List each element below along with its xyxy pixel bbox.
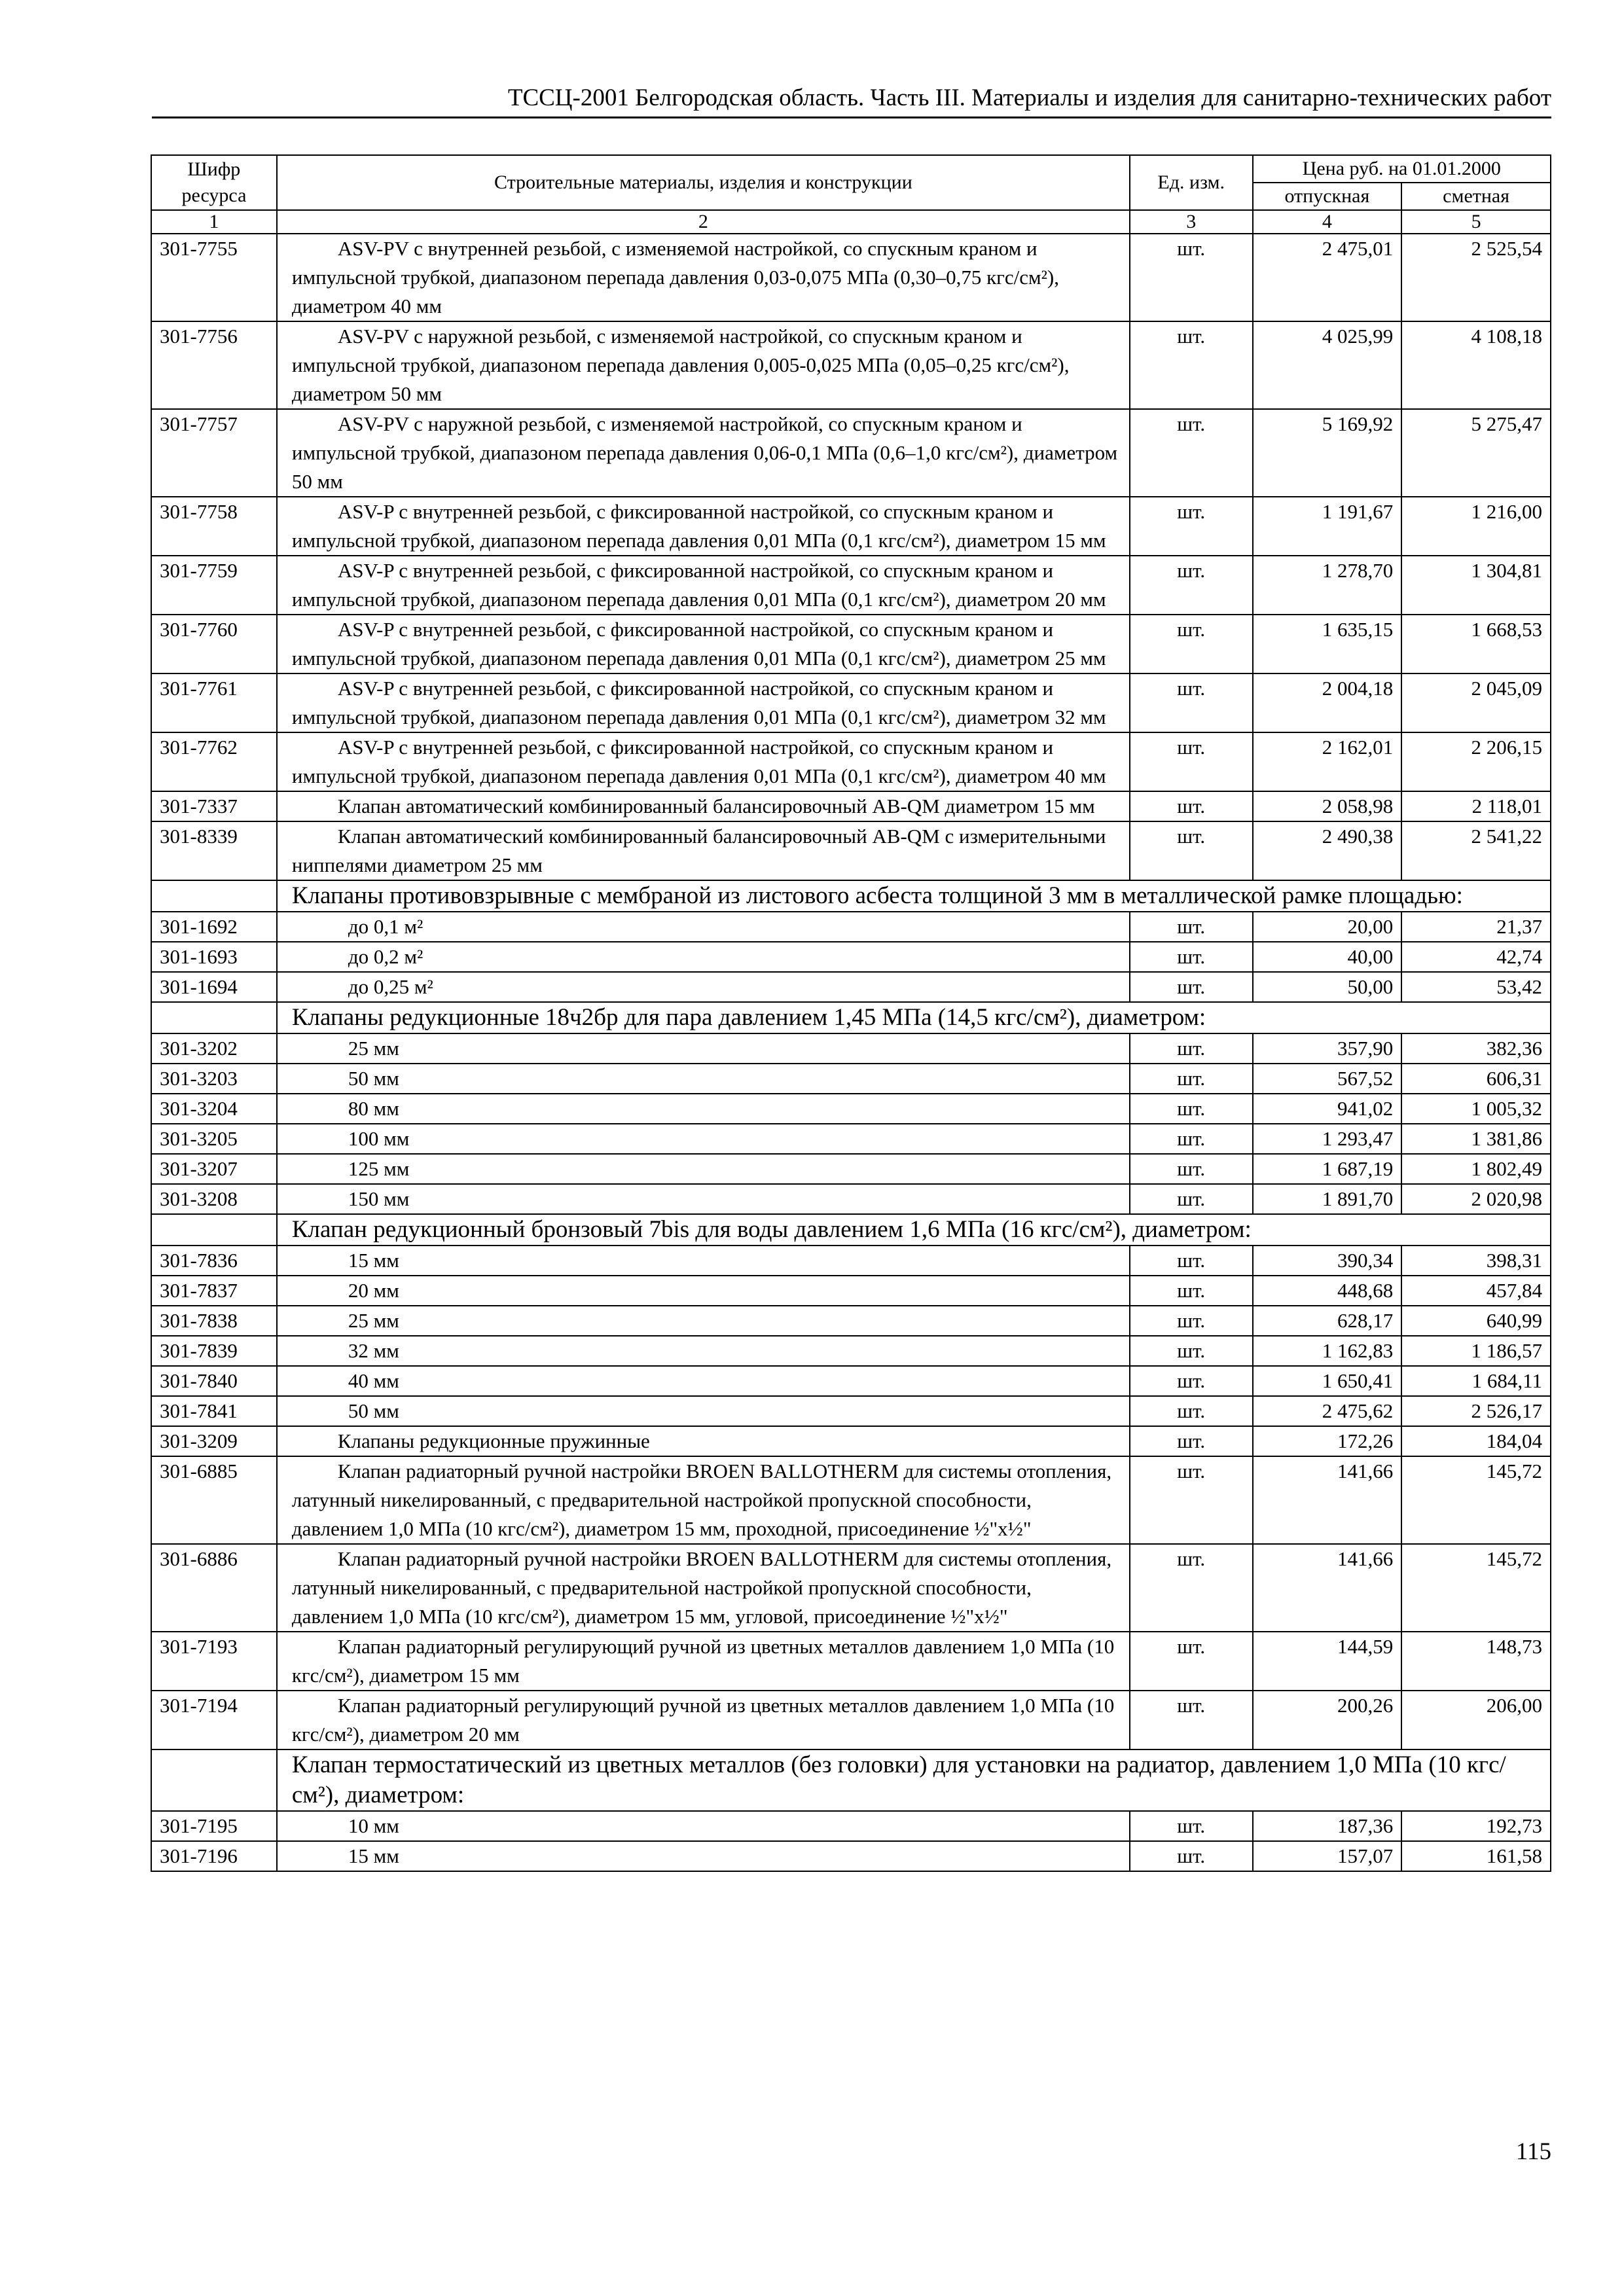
item-description-text: ASV-P с внутренней резьбой, с фиксированной настройкой, со спускным краном и импульсной трубкой, диапазоном перепада давления 0,01 МПа (0,1 кгс/см²), диаметром 15 мм [291, 500, 1106, 552]
unit: шт. [1130, 321, 1253, 409]
unit: шт. [1130, 1064, 1253, 1094]
unit: шт. [1130, 234, 1253, 321]
price-estimate: 640,99 [1401, 1306, 1551, 1336]
price-estimate: 145,72 [1401, 1456, 1551, 1544]
price-release: 4 025,99 [1253, 321, 1402, 409]
price-release: 567,52 [1253, 1064, 1402, 1094]
item-size: 10 мм [277, 1811, 1130, 1841]
price-estimate: 1 186,57 [1401, 1336, 1551, 1366]
resource-code: 301-7196 [151, 1841, 277, 1871]
item-size: 40 мм [277, 1366, 1130, 1396]
item-description-text: ASV-PV с наружной резьбой, с изменяемой настройкой, со спускным краном и импульсной трубкой, диапазоном перепада давления 0,005-0,025 МПа (0,05–0,25 кгс/см²), диаметром 50 мм [291, 325, 1070, 405]
price-release: 1 650,41 [1253, 1366, 1402, 1396]
price-release: 628,17 [1253, 1306, 1402, 1336]
resource-code: 301-3209 [151, 1426, 277, 1456]
item-description [277, 732, 1130, 791]
header-price-estimate: сметная [1401, 183, 1551, 210]
price-release: 2 162,01 [1253, 732, 1402, 791]
item-description [277, 497, 1130, 556]
price-release: 941,02 [1253, 1094, 1402, 1124]
resource-code: 301-7757 [151, 409, 277, 497]
table-row [151, 791, 1551, 821]
item-description-text: Клапан радиаторный регулирующий ручной из цветных металлов давлением 1,0 МПа (10 кгс/см²), диаметром 20 мм [291, 1694, 1115, 1746]
item-description [277, 673, 1130, 732]
table-row [151, 1306, 1551, 1336]
item-description [277, 791, 1130, 821]
price-release: 40,00 [1253, 942, 1402, 972]
resource-code: 301-7193 [151, 1632, 277, 1691]
table-row [151, 1336, 1551, 1366]
price-estimate: 382,36 [1401, 1033, 1551, 1064]
header-price-release: отпускная [1253, 183, 1402, 210]
item-size: до 0,25 м² [277, 972, 1130, 1002]
resource-code: 301-3208 [151, 1184, 277, 1214]
price-estimate: 1 684,11 [1401, 1366, 1551, 1396]
column-number: 5 [1401, 210, 1551, 234]
unit: шт. [1130, 1544, 1253, 1632]
item-description-text: Клапаны редукционные пружинные [337, 1429, 650, 1452]
table-row [151, 321, 1551, 409]
unit: шт. [1130, 1124, 1253, 1154]
price-release: 390,34 [1253, 1246, 1402, 1276]
price-release: 141,66 [1253, 1456, 1402, 1544]
unit: шт. [1130, 791, 1253, 821]
group-heading: Клапан редукционный бронзовый 7bis для воды давлением 1,6 МПа (16 кгс/см²), диаметром: [277, 1214, 1551, 1246]
table-row [151, 409, 1551, 497]
column-number: 4 [1253, 210, 1402, 234]
table-row [151, 497, 1551, 556]
table-row [151, 1154, 1551, 1184]
group-heading-row [151, 1214, 1551, 1246]
unit: шт. [1130, 732, 1253, 791]
group-heading-row [151, 1749, 1551, 1811]
item-description-text: Клапан автоматический комбинированный балансировочный AB-QM с измерительными ниппелями диаметром 25 мм [291, 825, 1106, 876]
resource-code: 301-3202 [151, 1033, 277, 1064]
column-number: 3 [1130, 210, 1253, 234]
unit: шт. [1130, 1246, 1253, 1276]
resource-code: 301-7836 [151, 1246, 277, 1276]
unit: шт. [1130, 1033, 1253, 1064]
unit: шт. [1130, 1841, 1253, 1871]
unit: шт. [1130, 1456, 1253, 1544]
resource-code: 301-7758 [151, 497, 277, 556]
group-code-empty [151, 1002, 277, 1033]
price-estimate: 1 381,86 [1401, 1124, 1551, 1154]
table-row [151, 1841, 1551, 1871]
page-number: 115 [1515, 2138, 1551, 2165]
item-size: 100 мм [277, 1124, 1130, 1154]
item-description-text: Клапан автоматический комбинированный балансировочный AB-QM диаметром 15 мм [337, 795, 1095, 817]
price-estimate: 606,31 [1401, 1064, 1551, 1094]
price-release: 2 490,38 [1253, 821, 1402, 880]
item-description-text: ASV-P с внутренней резьбой, с фиксированной настройкой, со спускным краном и импульсной трубкой, диапазоном перепада давления 0,01 МПа (0,1 кгс/см²), диаметром 25 мм [291, 618, 1106, 670]
item-size: 50 мм [277, 1064, 1130, 1094]
resource-code: 301-1692 [151, 912, 277, 942]
item-description-text: ASV-PV с наружной резьбой, с изменяемой настройкой, со спускным краном и импульсной трубкой, диапазоном перепада давления 0,06-0,1 МПа (0,6–1,0 кгс/см²), диаметром 50 мм [291, 412, 1118, 493]
unit: шт. [1130, 912, 1253, 942]
unit: шт. [1130, 1396, 1253, 1426]
unit: шт. [1130, 972, 1253, 1002]
price-estimate: 161,58 [1401, 1841, 1551, 1871]
table-row [151, 1691, 1551, 1749]
item-description [277, 1691, 1130, 1749]
unit: шт. [1130, 1691, 1253, 1749]
resource-code: 301-8339 [151, 821, 277, 880]
price-release: 448,68 [1253, 1276, 1402, 1306]
price-release: 50,00 [1253, 972, 1402, 1002]
price-estimate: 184,04 [1401, 1426, 1551, 1456]
unit: шт. [1130, 1276, 1253, 1306]
table-row [151, 673, 1551, 732]
resource-code: 301-7839 [151, 1336, 277, 1366]
item-size: 20 мм [277, 1276, 1130, 1306]
price-estimate: 206,00 [1401, 1691, 1551, 1749]
price-estimate: 1 005,32 [1401, 1094, 1551, 1124]
table-row [151, 821, 1551, 880]
price-release: 1 293,47 [1253, 1124, 1402, 1154]
item-description-text: Клапан радиаторный ручной настройки BROEN BALLOTHERM для системы отопления, латунный никелированный, с предварительной настройкой пропускной способности, давлением 1,0 МПа (10 кгс/см²), диаметром 15 мм, проходной, присоединение ½"x½" [291, 1460, 1112, 1540]
item-description [277, 1632, 1130, 1691]
group-code-empty [151, 880, 277, 912]
group-heading: Клапан термостатический из цветных металлов (без головки) для установки на радиатор, давлением 1,0 МПа (10 кгс/см²), диаметром: [277, 1749, 1551, 1811]
item-description-text: Клапан радиаторный регулирующий ручной из цветных металлов давлением 1,0 МПа (10 кгс/см²), диаметром 15 мм [291, 1635, 1115, 1687]
item-size: до 0,2 м² [277, 942, 1130, 972]
price-release: 2 475,01 [1253, 234, 1402, 321]
resource-code: 301-1693 [151, 942, 277, 972]
resource-code: 301-7337 [151, 791, 277, 821]
group-heading-row [151, 1002, 1551, 1033]
resource-code: 301-7840 [151, 1366, 277, 1396]
unit: шт. [1130, 1811, 1253, 1841]
price-release: 157,07 [1253, 1841, 1402, 1871]
price-table [151, 154, 1551, 1872]
table-row [151, 1184, 1551, 1214]
group-heading: Клапаны редукционные 18ч2бр для пара давлением 1,45 МПа (14,5 кгс/см²), диаметром: [277, 1002, 1551, 1033]
header-code: Шифр ресурса [151, 155, 277, 210]
resource-code: 301-7838 [151, 1306, 277, 1336]
unit: шт. [1130, 821, 1253, 880]
price-release: 2 004,18 [1253, 673, 1402, 732]
price-estimate: 398,31 [1401, 1246, 1551, 1276]
resource-code: 301-7195 [151, 1811, 277, 1841]
price-estimate: 148,73 [1401, 1632, 1551, 1691]
resource-code: 301-6886 [151, 1544, 277, 1632]
unit: шт. [1130, 942, 1253, 972]
item-description [277, 1426, 1130, 1456]
item-description [277, 409, 1130, 497]
resource-code: 301-7194 [151, 1691, 277, 1749]
unit: шт. [1130, 673, 1253, 732]
table-row [151, 1456, 1551, 1544]
resource-code: 301-7837 [151, 1276, 277, 1306]
table-row [151, 1246, 1551, 1276]
price-release: 1 191,67 [1253, 497, 1402, 556]
unit: шт. [1130, 497, 1253, 556]
price-estimate: 2 020,98 [1401, 1184, 1551, 1214]
price-estimate: 2 118,01 [1401, 791, 1551, 821]
table-row [151, 1632, 1551, 1691]
table-body [151, 234, 1551, 1871]
item-size: до 0,1 м² [277, 912, 1130, 942]
table-row [151, 912, 1551, 942]
price-estimate: 1 802,49 [1401, 1154, 1551, 1184]
table-row [151, 1426, 1551, 1456]
resource-code: 301-7756 [151, 321, 277, 409]
price-release: 172,26 [1253, 1426, 1402, 1456]
resource-code: 301-7761 [151, 673, 277, 732]
item-description [277, 615, 1130, 673]
item-size: 25 мм [277, 1306, 1130, 1336]
group-code-empty [151, 1749, 277, 1811]
table-row [151, 1366, 1551, 1396]
price-estimate: 2 045,09 [1401, 673, 1551, 732]
price-estimate: 2 541,22 [1401, 821, 1551, 880]
header-price: Цена руб. на 01.01.2000 [1253, 155, 1551, 183]
resource-code: 301-3203 [151, 1064, 277, 1094]
price-estimate: 2 525,54 [1401, 234, 1551, 321]
table-row [151, 1124, 1551, 1154]
running-header: ТССЦ-2001 Белгородская область. Часть III. Материалы и изделия для санитарно-технических работ [152, 82, 1551, 118]
item-description [277, 1456, 1130, 1544]
unit: шт. [1130, 1426, 1253, 1456]
header-unit: Ед. изм. [1130, 155, 1253, 210]
unit: шт. [1130, 1094, 1253, 1124]
resource-code: 301-3207 [151, 1154, 277, 1184]
item-size: 15 мм [277, 1841, 1130, 1871]
resource-code: 301-1694 [151, 972, 277, 1002]
price-release: 1 635,15 [1253, 615, 1402, 673]
price-release: 200,26 [1253, 1691, 1402, 1749]
item-size: 50 мм [277, 1396, 1130, 1426]
table-row [151, 615, 1551, 673]
item-size: 80 мм [277, 1094, 1130, 1124]
resource-code: 301-3204 [151, 1094, 277, 1124]
table-row [151, 1064, 1551, 1094]
group-heading: Клапаны противовзрывные с мембраной из листового асбеста толщиной 3 мм в металлической рамке площадью: [277, 880, 1551, 912]
item-size: 125 мм [277, 1154, 1130, 1184]
item-size: 32 мм [277, 1336, 1130, 1366]
unit: шт. [1130, 1632, 1253, 1691]
table-row [151, 1276, 1551, 1306]
item-description-text: ASV-P с внутренней резьбой, с фиксированной настройкой, со спускным краном и импульсной трубкой, диапазоном перепада давления 0,01 МПа (0,1 кгс/см²), диаметром 32 мм [291, 677, 1106, 728]
price-release: 2 058,98 [1253, 791, 1402, 821]
price-estimate: 145,72 [1401, 1544, 1551, 1632]
unit: шт. [1130, 1306, 1253, 1336]
price-release: 20,00 [1253, 912, 1402, 942]
price-release: 1 891,70 [1253, 1184, 1402, 1214]
column-number: 1 [151, 210, 277, 234]
unit: шт. [1130, 556, 1253, 615]
table-row [151, 1094, 1551, 1124]
price-estimate: 1 304,81 [1401, 556, 1551, 615]
price-estimate: 1 216,00 [1401, 497, 1551, 556]
price-estimate: 21,37 [1401, 912, 1551, 942]
price-estimate: 53,42 [1401, 972, 1551, 1002]
unit: шт. [1130, 1154, 1253, 1184]
resource-code: 301-7841 [151, 1396, 277, 1426]
price-release: 1 162,83 [1253, 1336, 1402, 1366]
price-release: 2 475,62 [1253, 1396, 1402, 1426]
item-description [277, 321, 1130, 409]
item-size: 15 мм [277, 1246, 1130, 1276]
price-release: 1 278,70 [1253, 556, 1402, 615]
item-size: 150 мм [277, 1184, 1130, 1214]
price-estimate: 2 526,17 [1401, 1396, 1551, 1426]
price-estimate: 5 275,47 [1401, 409, 1551, 497]
table-row [151, 234, 1551, 321]
table-row [151, 942, 1551, 972]
price-estimate: 2 206,15 [1401, 732, 1551, 791]
resource-code: 301-7762 [151, 732, 277, 791]
column-number: 2 [277, 210, 1130, 234]
table-row [151, 1811, 1551, 1841]
item-description [277, 821, 1130, 880]
item-description-text: Клапан радиаторный ручной настройки BROEN BALLOTHERM для системы отопления, латунный никелированный, с предварительной настройкой пропускной способности, давлением 1,0 МПа (10 кгс/см²), диаметром 15 мм, угловой, присоединение ½"x½" [291, 1547, 1112, 1628]
price-release: 1 687,19 [1253, 1154, 1402, 1184]
unit: шт. [1130, 1336, 1253, 1366]
table-row [151, 972, 1551, 1002]
price-release: 144,59 [1253, 1632, 1402, 1691]
resource-code: 301-3205 [151, 1124, 277, 1154]
resource-code: 301-6885 [151, 1456, 277, 1544]
resource-code: 301-7755 [151, 234, 277, 321]
header-name: Строительные материалы, изделия и конструкции [277, 155, 1130, 210]
price-estimate: 4 108,18 [1401, 321, 1551, 409]
unit: шт. [1130, 615, 1253, 673]
table-row [151, 1544, 1551, 1632]
table-row [151, 1396, 1551, 1426]
item-description-text: ASV-P с внутренней резьбой, с фиксированной настройкой, со спускным краном и импульсной трубкой, диапазоном перепада давления 0,01 МПа (0,1 кгс/см²), диаметром 40 мм [291, 736, 1106, 787]
table-row [151, 1033, 1551, 1064]
item-description [277, 1544, 1130, 1632]
resource-code: 301-7759 [151, 556, 277, 615]
unit: шт. [1130, 1366, 1253, 1396]
price-release: 5 169,92 [1253, 409, 1402, 497]
item-description-text: ASV-P с внутренней резьбой, с фиксированной настройкой, со спускным краном и импульсной трубкой, диапазоном перепада давления 0,01 МПа (0,1 кгс/см²), диаметром 20 мм [291, 559, 1106, 611]
price-release: 141,66 [1253, 1544, 1402, 1632]
table-row [151, 732, 1551, 791]
price-estimate: 457,84 [1401, 1276, 1551, 1306]
price-estimate: 192,73 [1401, 1811, 1551, 1841]
price-release: 357,90 [1253, 1033, 1402, 1064]
table-row [151, 556, 1551, 615]
price-estimate: 1 668,53 [1401, 615, 1551, 673]
item-description-text: ASV-PV с внутренней резьбой, с изменяемой настройкой, со спускным краном и импульсной трубкой, диапазоном перепада давления 0,03-0,075 МПа (0,30–0,75 кгс/см²), диаметром 40 мм [291, 237, 1059, 317]
price-release: 187,36 [1253, 1811, 1402, 1841]
unit: шт. [1130, 1184, 1253, 1214]
resource-code: 301-7760 [151, 615, 277, 673]
item-description [277, 234, 1130, 321]
group-code-empty [151, 1214, 277, 1246]
price-estimate: 42,74 [1401, 942, 1551, 972]
item-size: 25 мм [277, 1033, 1130, 1064]
item-description [277, 556, 1130, 615]
unit: шт. [1130, 409, 1253, 497]
group-heading-row [151, 880, 1551, 912]
